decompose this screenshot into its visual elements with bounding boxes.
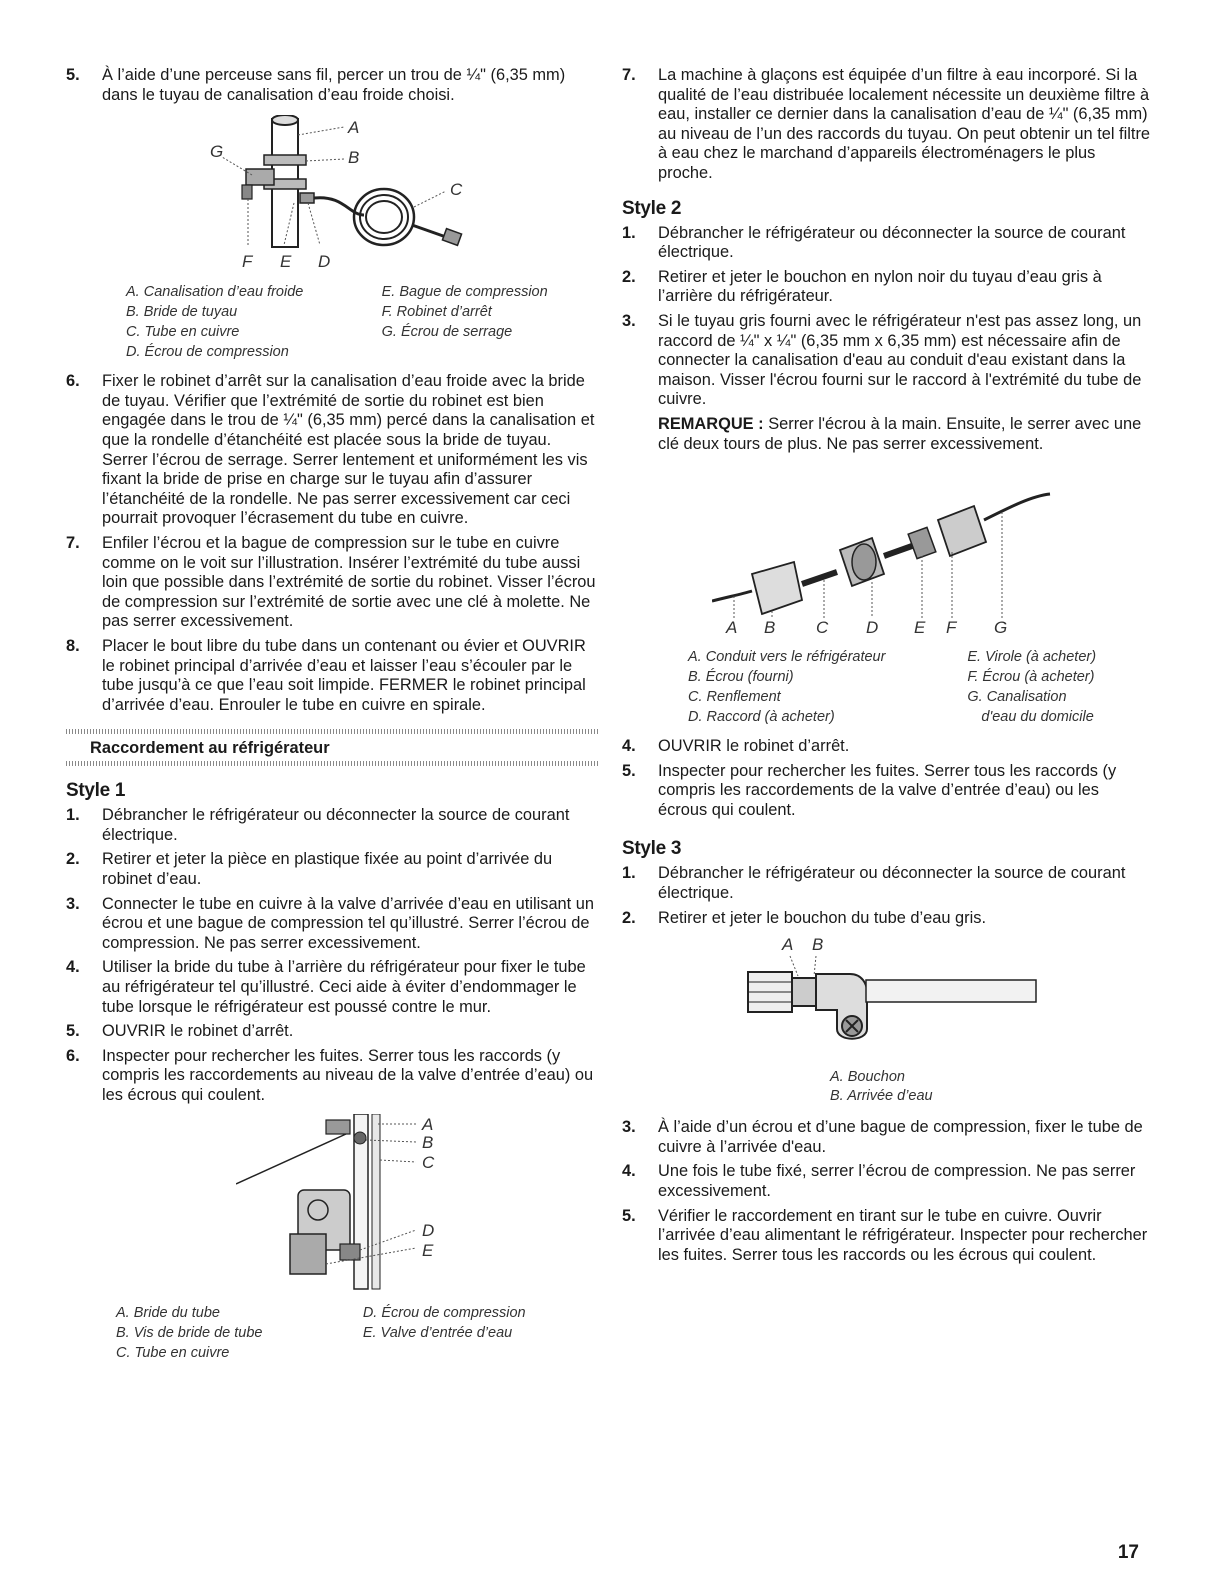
callout-a: A [348,118,360,138]
callout-e: E [914,618,926,637]
callout-c: C [422,1152,435,1172]
style2-steps-cont [622,737,1152,820]
intro-steps-left [66,66,598,105]
union-fitting-legend [688,648,1152,727]
legend-item: C. Tube en cuivre [116,1344,230,1361]
legend-item [363,1344,598,1363]
list-item: 6. Inspecter pour rechercher les fuites. Serrer tous les raccords (y compris les raccordements au niveau de la valve d’entrée d’eau) ou les écrous qui coulent. [66,1046,594,1104]
style2-steps [622,224,1152,410]
legend-item: E. Valve d’entrée d’eau [362,1324,513,1341]
list-item: 7. La machine à glaçons est équipée d’un filtre à eau incorporé. Si la qualité de l’eau distribuée localement nécessite un deuxième filtre à eau, installer ce dernier dans la canalisation d’eau de ¼" (6,35 mm) au niveau de l’un des raccords du tuyau. On peut obtenir un tel filtre à eau chez le marchand d’appareils électroménagers le plus proche. [622,66,1151,182]
note [622,415,1152,454]
style1-heading: Style 1 [66,780,126,802]
legend-item: G. Canalisation [967,689,1067,706]
water-inlet-cap-figure [742,934,1042,1064]
callout-e: E [422,1240,434,1260]
legend-item: A. Canalisation d’eau froide [126,284,304,301]
legend-item: A. Conduit vers le réfrigérateur [688,649,886,666]
union-fitting-illustration [712,466,1052,636]
legend-item: D. Écrou de compression [362,1304,526,1321]
legend-item: B. Écrou (fourni) [688,669,794,686]
callout-b: B [422,1132,434,1152]
callout-d: D [866,618,879,637]
list-item: 2. Retirer et jeter le bouchon du tube d’eau gris. [622,908,987,927]
union-fitting-figure [712,466,1052,636]
legend-item: D. Raccord (à acheter) [688,709,835,726]
list-item: 3. À l’aide d’un écrou et d’une bague de compression, fixer le tube de cuivre à l’arrivée d'eau. [622,1118,1143,1156]
list-item: 5. Vérifier le raccordement en tirant sur le tube en cuivre. Ouvrir l’arrivée d’eau alimentant le réfrigérateur. Inspecter pour rechercher les fuites. Serrer tous les raccords ou les écrous qui coulent. [622,1206,1148,1264]
callout-b: B [764,618,776,637]
water-inlet-valve-illustration [236,1114,496,1294]
list-item: 5. Inspecter pour rechercher les fuites. Serrer tous les raccords (y compris les raccordements de la valve d’entrée d’eau) ou les écrous qui coulent. [622,761,1117,819]
callout-d: D [318,252,331,272]
legend-item: B. Vis de bride de tube [116,1324,263,1341]
style3-steps [622,864,1152,928]
callout-d: D [422,1220,435,1240]
divider [66,761,598,766]
callout-f: F [946,618,957,637]
left-column [66,66,598,1363]
callout-a: A [422,1114,434,1134]
water-inlet-valve-figure [236,1114,496,1294]
style3-heading: Style 3 [622,838,682,860]
legend-item: F. Robinet d’arrêt [381,304,492,321]
legend-item: d'eau du domicile [981,709,1094,726]
list-item: 4. OUVRIR le robinet d’arrêt. [622,737,850,756]
legend-item: C. Tube en cuivre [126,324,240,341]
note-text: Serrer l'écrou à la main. Ensuite, le serrer avec une clé deux tours de plus. Ne pas serrer excessivement. [658,414,1142,453]
legend-item [382,343,598,362]
legend-item: G. Écrou de serrage [381,324,513,341]
right-column [622,66,1152,1270]
water-inlet-valve-legend [116,1304,598,1363]
page-number: 17 [1117,1542,1139,1563]
list-item: 2. Retirer et jeter le bouchon en nylon noir du tuyau d’eau gris à l’arrière du réfrigérateur. [622,267,1102,306]
note-label: REMARQUE : [658,414,764,433]
legend-item: A. Bride du tube [116,1304,220,1321]
callout-b: B [812,935,824,955]
list-item: 2. Retirer et jeter la pièce en plastique fixée au point d’arrivée du robinet d’eau. [66,850,553,889]
legend-item: F. Écrou (à acheter) [967,669,1095,686]
list-item: 8. Placer le bout libre du tube dans un contenant ou évier et OUVRIR le robinet principal d’arrivée d’eau et laisser l’eau s’écouler par le tube jusqu’à ce que l’eau soit limpide. FERMER le robinet principal d’arrivée d’eau. Enrouler le tube en cuivre en spirale. [66,636,586,714]
list-item: 7. Enfiler l’écrou et la bague de compression sur le tube en cuivre comme on le voit sur l’illustration. Insérer l’extrémité du tube aussi loin que possible dans l’extrémité de sortie du robinet. Visser l’écrou de compression sur l’extrémité de sortie avec une clé à molette. Ne pas serrer excessivement. [66,533,596,631]
callout-b: B [348,148,360,168]
callout-e: E [280,252,292,272]
list-item: 1. Débrancher le réfrigérateur ou déconnecter la source de courant électrique. [66,806,570,844]
list-item: 1. Débrancher le réfrigérateur ou déconnecter la source de courant électrique. [622,223,1126,262]
callout-g: G [994,618,1008,637]
legend-item: B. Arrivée d’eau [830,1088,933,1105]
list-item: 1. Débrancher le réfrigérateur ou déconnecter la source de courant électrique. [622,864,1126,903]
list-item: 4. Utiliser la bride du tube à l’arrière du réfrigérateur pour fixer le tube au réfrigérateur tel qu’illustré. Ceci aide à éviter d’endommager le tube lorsque le réfrigérateur est poussé contre le mur. [66,958,586,1016]
water-inlet-cap-illustration [742,934,1042,1064]
list-item: 5. OUVRIR le robinet d’arrêt. [66,1022,294,1041]
section-title: Raccordement au réfrigérateur [90,739,330,758]
callout-f: F [242,252,253,272]
legend-item: D. Écrou de compression [126,344,289,361]
style2-heading: Style 2 [622,197,682,219]
legend-item: E. Bague de compression [381,284,548,301]
legend-item: C. Renflement [688,689,781,706]
list-item: 3. Connecter le tube en cuivre à la valve d’arrivée d’eau en utilisant un écrou et une bague de compression tel qu’illustré. Serrer l’écrou de compression. Ne pas serrer excessivement. [66,894,595,952]
legend-item: E. Virole (à acheter) [967,649,1097,666]
list-item: 3. Si le tuyau gris fourni avec le réfrigérateur n'est pas assez long, un raccord de ¼" x ¼" (6,35 mm x 6,35 mm) est nécessaire afin de connecter la canalisation d'eau au conduit d'eau existant dans la maison. Visser l'écrou fourni sur le raccord à l'extrémité du tube de cuivre. [622,311,1142,409]
callout-a: A [782,935,794,955]
list-item: 5. À l’aide d’une perceuse sans fil, percer un trou de ¼" (6,35 mm) dans le tuyau de canalisation d’eau froide choisi. [66,66,566,104]
list-item: 6. Fixer le robinet d’arrêt sur la canalisation d’eau froide avec la bride de tuyau. Vérifier que l’extrémité de sortie du robinet est bien engagée dans le trou de ¼" (6,35 mm) percé dans la canalisation et que la rondelle d’étanchéité est placée sous la bride de tuyau. Serrer l’écrou de serrage. Serrer lentement et uniformément les vis fixant la bride de prise en charge sur le tuyau afin d’assurer l’étanchéité de la rondelle. Ne pas serrer excessivement car ceci pourrait provoquer l’écrasement du tube en cuivre. [66,372,595,528]
list-item: 4. Une fois le tube fixé, serrer l’écrou de compression. Ne pas serrer excessivement. [622,1162,1136,1201]
intro-steps-right [622,66,1152,184]
steps-after-valve-figure [66,372,598,715]
callout-g: G [210,142,224,162]
shutoff-valve-legend [126,283,598,362]
water-inlet-cap-legend [830,1068,1152,1106]
callout-c: C [450,180,463,200]
style1-steps [66,806,598,1105]
style3-steps-cont [622,1118,1152,1265]
shutoff-valve-figure [184,115,484,275]
legend-item: B. Bride de tuyau [126,304,238,321]
section-header [66,729,598,766]
callout-c: C [816,618,829,637]
legend-item: A. Bouchon [830,1069,905,1086]
shutoff-valve-illustration [184,115,484,275]
callout-a: A [726,618,738,637]
